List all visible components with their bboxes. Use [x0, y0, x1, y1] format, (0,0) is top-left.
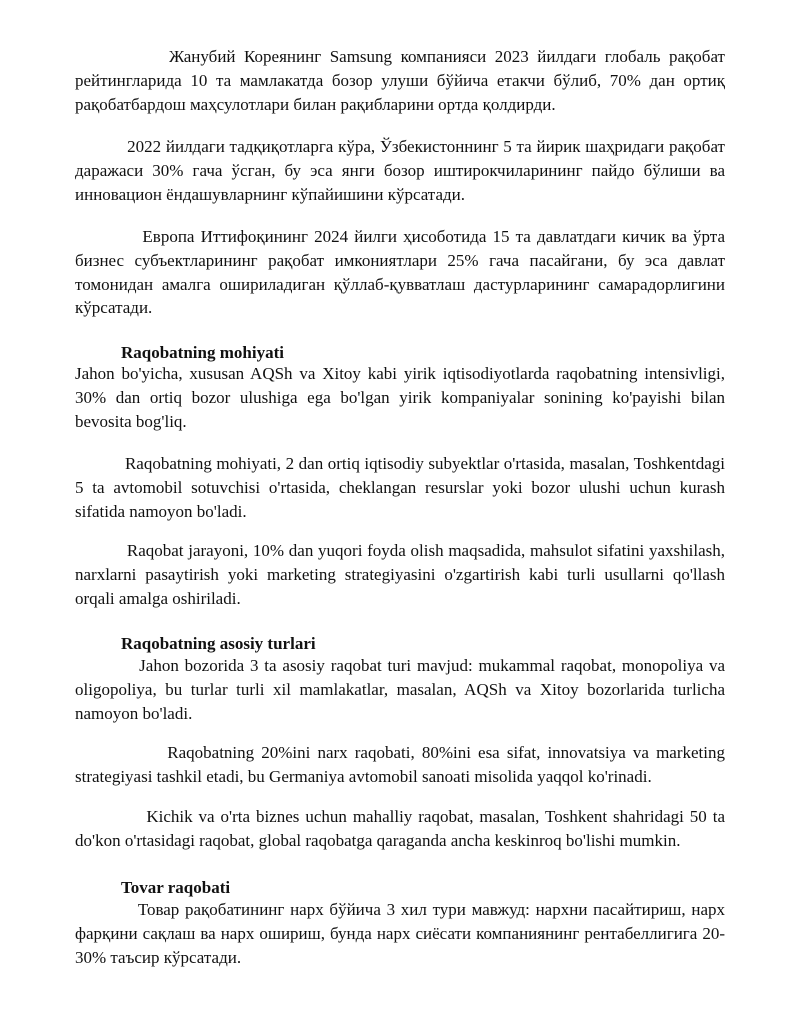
section1-paragraph-2: Raqobatning mohiyati, 2 dan ortiq iqtisodiy subyektlar o'rtasida, masalan, Toshkentdagi 5 ta avtomobil sotuvchisi o'rtasida, cheklangan resurslar yoki bozor ulushi uchun kurash sifatida namoyon bo'ladi. [75, 454, 725, 521]
section3-paragraph-1: Товар рақобатининг нарх бўйича 3 хил тури мавжуд: нархни пасайтириш, нарх фарқини сақлаш ва нарх ошириш, бунда нарх сиёсати компаниянинг рентабеллигига 20-30% таъсир кўрсатади. [75, 900, 725, 967]
section2-paragraph-3: Kichik va o'rta biznes uchun mahalliy raqobat, masalan, Toshkent shahridagi 50 ta do'kon o'rtasidagi raqobat, global raqobatga qaraganda ancha keskinroq bo'lishi mumkin. [75, 807, 725, 850]
intro-paragraph-2: 2022 йилдаги тадқиқотларга кўра, Ўзбекистоннинг 5 та йирик шаҳридаги рақобат даражаси 30% гача ўсган, бу эса янги бозор иштирокчиларининг пайдо бўлиши ва инновацион ёндашувларнинг кўпайишини кўрсатади. [75, 137, 725, 204]
section2-paragraph-1: Jahon bozorida 3 ta asosiy raqobat turi mavjud: mukammal raqobat, monopoliya va oligopoliya, bu turlar turli xil mamlakatlar, masalan, AQSh va Xitoy bozorlarida turlicha namoyon bo'ladi. [75, 656, 725, 723]
intro-paragraph-1: Жанубий Кореянинг Samsung компанияси 2023 йилдаги глобаль рақобат рейтингларида 10 та мамлакатда бозор улуши бўйича етакчи бўлиб, 70% дан ортиқ рақобатбардош маҳсулотлари билан рақибларини ортда қолдирди. [75, 47, 725, 114]
section-heading-asosiy-turlari: Raqobatning asosiy turlari [121, 634, 316, 653]
intro-paragraph-3: Европа Иттифоқининг 2024 йилги ҳисоботида 15 та давлатдаги кичик ва ўрта бизнес субъектларининг рақобат имкониятлари 25% гача пасайгани, бу эса давлат томонидан амалга ошириладиган қўллаб-қувватлаш дастурларининг самарадорлигини кўрсатади. [75, 227, 725, 318]
section-heading-tovar-raqobati: Tovar raqobati [121, 878, 231, 897]
section2-paragraph-2: Raqobatning 20%ini narx raqobati, 80%ini esa sifat, innovatsiya va marketing strategiyasi tashkil etadi, bu Germaniya avtomobil sanoati misolida yaqqol ko'rinadi. [75, 743, 725, 786]
section-heading-mohiyati: Raqobatning mohiyati [121, 343, 284, 362]
section1-paragraph-3: Raqobat jarayoni, 10% dan yuqori foyda olish maqsadida, mahsulot sifatini yaxshilash, narxlarni pasaytirish yoki marketing strategiyasini o'zgartirish kabi turli usullarni qo'llash orqali amalga oshiriladi. [75, 541, 725, 608]
section1-paragraph-1: Jahon bo'yicha, xususan AQSh va Xitoy kabi yirik iqtisodiyotlarda raqobatning intensivligi, 30% dan ortiq bozor ulushiga ega bo'lgan yirik kompaniyalar sonining ko'payishi bilan bevosita bog'liq. [75, 364, 725, 431]
